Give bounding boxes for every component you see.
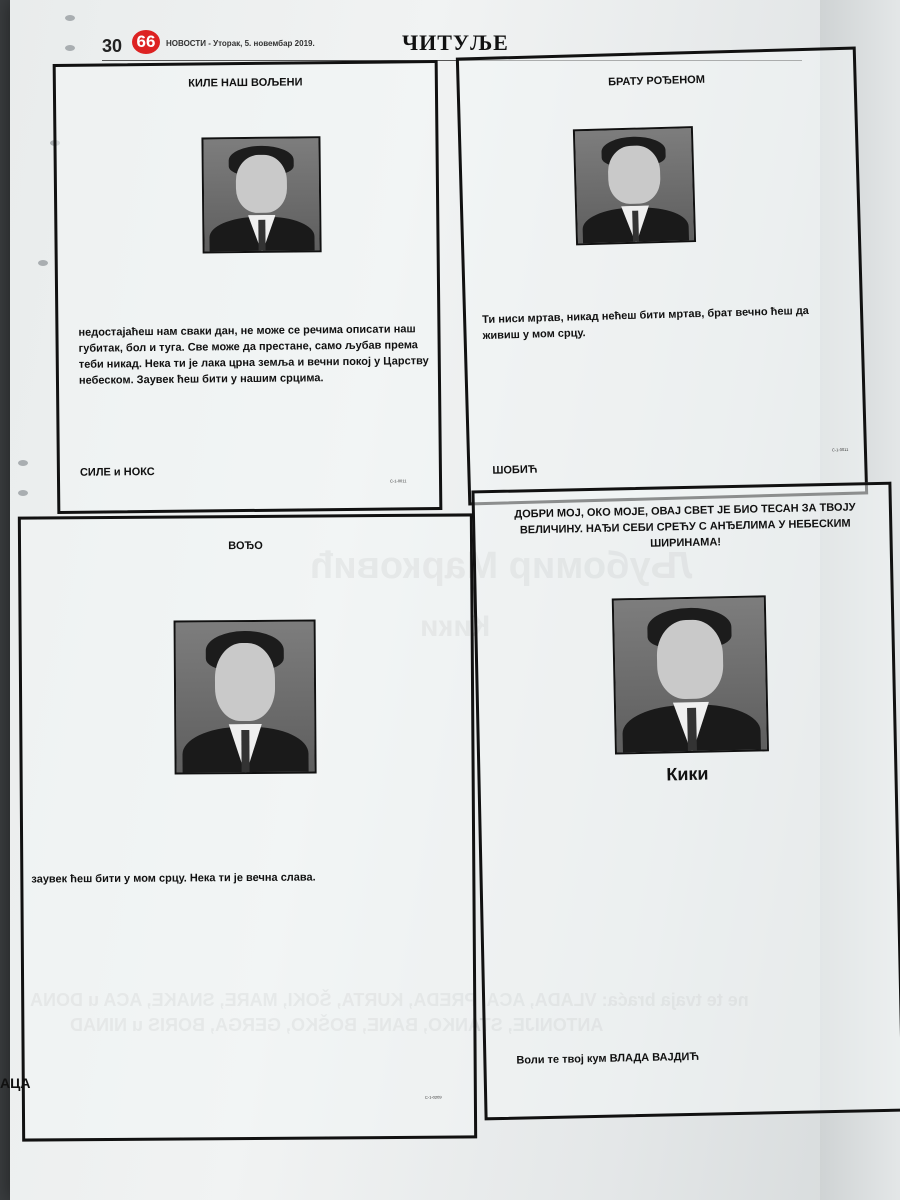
binder-hole xyxy=(18,460,28,466)
notice-title: БРАТУ РОЂЕНОМ xyxy=(608,73,706,89)
notice-ref: С-1-0011 xyxy=(390,478,407,484)
notice-title: ВОЂО xyxy=(228,539,263,553)
newspaper-dateline: НОВОСТИ - Уторак, 5. новембар 2019. xyxy=(166,39,315,48)
portrait-photo xyxy=(201,136,321,253)
obituary-notice xyxy=(471,482,900,1121)
notice-title: ДОБРИ МОЈ, ОКО МОЈЕ, ОВАЈ СВЕТ ЈЕ БИО ТЕСАН ЗА ТВОЈУ ВЕЛИЧИНУ. НАЂИ СЕБИ СРЕЋУ С АНЂЕЛИМА У НЕБЕСКИМ ШИРИНАМА! xyxy=(514,501,856,550)
portrait-photo xyxy=(612,595,769,754)
portrait-photo xyxy=(573,126,696,245)
cropped-edge-text: АЦА xyxy=(0,1075,31,1091)
binder-hole xyxy=(38,260,48,266)
obituary-notice xyxy=(456,47,868,506)
notice-ref: С-1-0209 xyxy=(424,1094,442,1100)
notice-title: КИЛЕ НАШ ВОЉЕНИ xyxy=(188,76,303,90)
notice-signature: ШОБИЋ xyxy=(492,463,538,477)
obituary-notice xyxy=(53,60,443,514)
binder-hole xyxy=(65,45,75,51)
notice-text: недостајаћеш нам сваки дан, не може се речима описати наш губитак, бол и туга. Све може да престане, само љубав према теби никад. Нека ти је лака црна земља и вечни покој у Царству небеском. Заувек ћеш бити у нашим срцима. xyxy=(78,323,429,387)
obituary-notice xyxy=(18,513,477,1141)
notice-text: заувек ћеш бити у мом срцу. Нека ти је вечна слава. xyxy=(31,871,316,886)
notice-ref: С-1-0011 xyxy=(831,446,849,453)
notice-text: Ти ниси мртав, никад нећеш бити мртав, брат вечно ћеш да живиш у мом срцу. xyxy=(481,304,810,343)
newspaper-logo: 66 xyxy=(132,30,160,54)
binder-hole xyxy=(65,15,75,21)
notice-signature: СИЛЕ и НОКС xyxy=(79,465,155,479)
page-number: 30 xyxy=(102,36,123,56)
portrait-photo xyxy=(174,620,317,775)
deceased-nickname: Кики xyxy=(666,763,709,785)
notice-signature: Воли те твој кум ВЛАДА ВАЈДИЋ xyxy=(516,1050,700,1067)
binder-hole xyxy=(18,490,28,496)
section-title: ЧИТУЉЕ xyxy=(402,30,509,55)
